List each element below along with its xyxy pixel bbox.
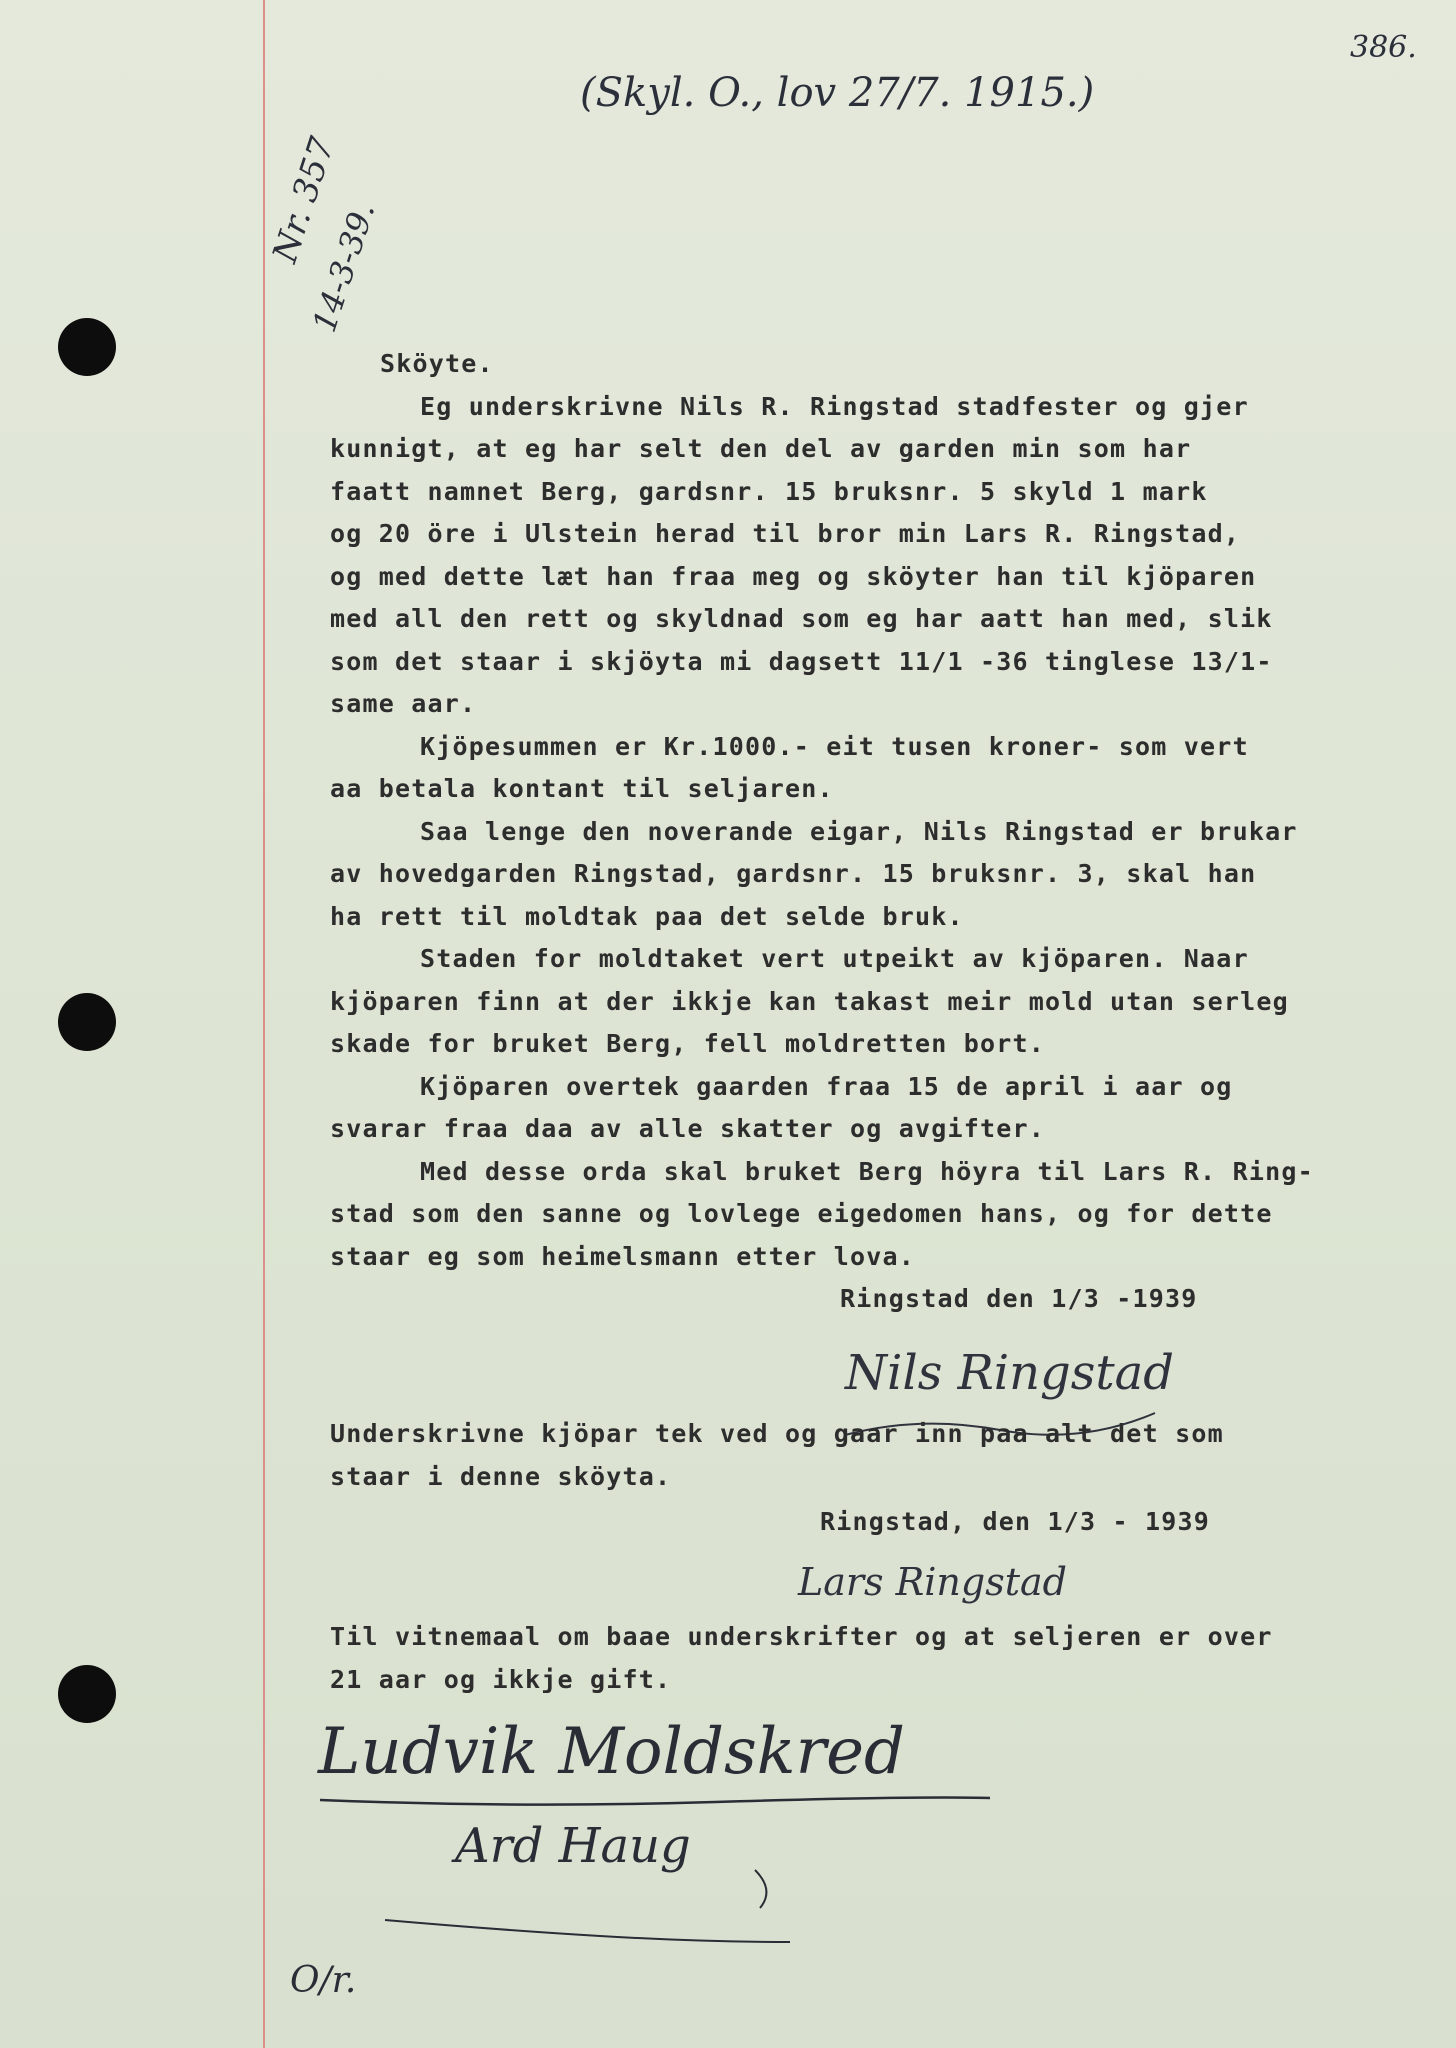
initials: O/r.	[290, 1960, 357, 2001]
place-date-1: Ringstad den 1/3 -1939	[840, 1284, 1198, 1313]
buyer-statement: Underskrivne kjöpar tek ved og gaar inn paa alt det som staar i denne sköyta.	[330, 1419, 1224, 1491]
deed-line: skade for bruket Berg, fell moldretten bort.	[330, 1029, 1046, 1058]
signature-lars-ringstad: Lars Ringstad	[798, 1560, 1067, 1604]
deed-line: Eg underskrivne Nils R. Ringstad stadfester og gjer	[420, 391, 1249, 421]
page-number: 386.	[1350, 30, 1417, 65]
deed-line: Kjöpesummen er Kr.1000.- eit tusen kroner- som vert	[420, 731, 1249, 761]
deed-line: same aar.	[330, 689, 477, 718]
deed-line: Staden for moldtaket vert utpeikt av kjöparen. Naar	[420, 944, 1249, 973]
deed-title: Sköyte.	[380, 349, 494, 378]
punch-hole-top	[58, 318, 116, 376]
witness-signature-2: Ard Haug	[455, 1818, 691, 1874]
margin-note-number: Nr. 357	[265, 132, 343, 268]
deed-body	[330, 343, 1380, 1321]
deed-line: staar eg som heimelsmann etter lova.	[330, 1241, 916, 1271]
deed-line: aa betala kontant til seljaren.	[330, 774, 834, 803]
deed-line: Kjöparen overtek gaarden fraa 15 de april i aar og	[420, 1071, 1233, 1101]
punch-hole-bottom	[58, 1665, 116, 1723]
signature-nils-ringstad: Nils Ringstad	[845, 1345, 1174, 1401]
deed-line: stad som den sanne og lovlege eigedomen hans, og for dette	[330, 1199, 1273, 1228]
deed-line: som det staar i skjöyta mi dagsett 11/1 -36 tinglese 13/1-	[330, 646, 1273, 676]
margin-note-date: 14-3-39.	[305, 197, 383, 337]
place-date-2: Ringstad, den 1/3 - 1939	[820, 1507, 1211, 1536]
deed-line: kjöparen finn at der ikkje kan takast meir mold utan serleg	[330, 986, 1289, 1016]
deed-line: ha rett til moldtak paa det selde bruk.	[330, 901, 964, 931]
deed-line: kunnigt, at eg har selt den del av garden min som har	[330, 434, 1192, 463]
witness-statement: Til vitnemaal om baae underskrifter og at seljeren er over 21 aar og ikkje gift.	[330, 1622, 1273, 1694]
deed-line: og 20 öre i Ulstein herad til bror min Lars R. Ringstad,	[330, 519, 1241, 548]
punch-hole-middle	[58, 993, 116, 1051]
witness-signature-2-flourish	[380, 1870, 800, 1950]
witness-signature-ludvik-moldskred: Ludvik Moldskred	[318, 1715, 905, 1789]
deed-line: Med desse orda skal bruket Berg höyra til Lars R. Ring-	[420, 1156, 1314, 1186]
deed-line: av hovedgarden Ringstad, gardsnr. 15 bruksnr. 3, skal han	[330, 859, 1257, 888]
law-reference: (Skyl. O., lov 27/7. 1915.)	[580, 70, 1095, 116]
deed-line: faatt namnet Berg, gardsnr. 15 bruksnr. 5 skyld 1 mark	[330, 476, 1208, 506]
deed-line: med all den rett og skyldnad som eg har aatt han med, slik	[330, 604, 1273, 633]
margin-rule	[263, 0, 265, 2048]
deed-line: Saa lenge den noverande eigar, Nils Ringstad er brukar	[420, 816, 1298, 846]
deed-line: svarar fraa daa av alle skatter og avgifter.	[330, 1114, 1046, 1143]
deed-line: og med dette læt han fraa meg og sköyter han til kjöparen	[330, 561, 1257, 591]
deed-paragraphs	[330, 386, 1380, 1279]
